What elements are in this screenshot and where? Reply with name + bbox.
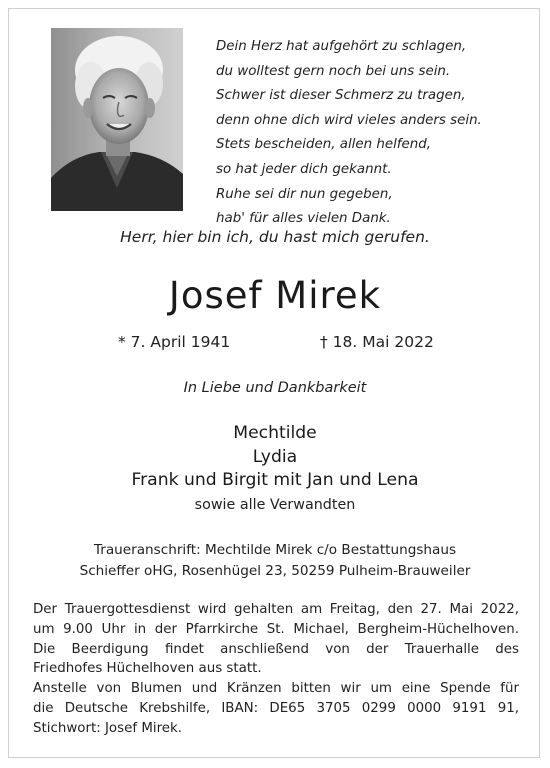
mourner-line: Frank und Birgit mit Jan und Lena: [131, 470, 419, 490]
poem-line: Stets bescheiden, allen helfend,: [216, 137, 432, 153]
address-line: Traueranschrift: Mechtilde Mirek c/o Bestattungshaus: [93, 542, 457, 558]
mourner-line: Mechtilde: [233, 423, 317, 443]
poem-line: hab' für alles vielen Dank.: [216, 211, 391, 227]
birth-date: * 7. April 1941: [118, 333, 231, 351]
poem-line: Schwer ist dieser Schmerz zu tragen,: [216, 88, 466, 104]
notice-line: Stichwort: Josef Mirek.: [33, 720, 183, 736]
notice-line: die Deutsche Krebshilfe, IBAN: DE65 3705 0299 0000 9191 91,: [33, 700, 519, 716]
poem-line: Ruhe sei dir nun gegeben,: [216, 186, 393, 202]
poem: [216, 35, 536, 232]
deceased-name: Josef Mirek: [168, 274, 382, 317]
poem-line: denn ohne dich wird vieles anders sein.: [216, 112, 482, 128]
notice-line: Die Beerdigung findet anschließend von der Trauerhalle des: [33, 641, 519, 657]
mourner-line: Lydia: [252, 446, 298, 467]
poem-line: Dein Herz hat aufgehört zu schlagen,: [216, 39, 467, 54]
address-line: Schieffer oHG, Rosenhügel 23, 50259 Pulheim-Brauweiler: [79, 562, 471, 579]
funeral-notice: [33, 600, 519, 739]
mourning-address: [0, 540, 550, 581]
poem-line: du wolltest gern noch bei uns sein.: [216, 63, 451, 79]
notice-line: Friedhofes Hüchelhoven aus statt.: [33, 661, 262, 677]
relatives: sowie alle Verwandten: [194, 497, 356, 513]
portrait-photo: [51, 28, 183, 211]
death-date: † 18. Mai 2022: [320, 333, 434, 351]
dedication: In Liebe und Dankbarkeit: [183, 380, 367, 396]
mourners-list: [0, 422, 550, 493]
notice-line: Anstelle von Blumen und Kränzen bitten wir um eine Spende für: [33, 681, 519, 697]
poem-line: so hat jeder dich gekannt.: [216, 161, 392, 177]
notice-line: um 9.00 Uhr in der Pfarrkirche St. Michael, Bergheim-Hüchelhoven.: [33, 621, 519, 637]
motto: Herr, hier bin ich, du hast mich gerufen.: [120, 228, 430, 246]
notice-line: Der Trauergottesdienst wird gehalten am Freitag, den 27. Mai 2022,: [33, 602, 519, 617]
portrait-icon: [51, 28, 183, 211]
